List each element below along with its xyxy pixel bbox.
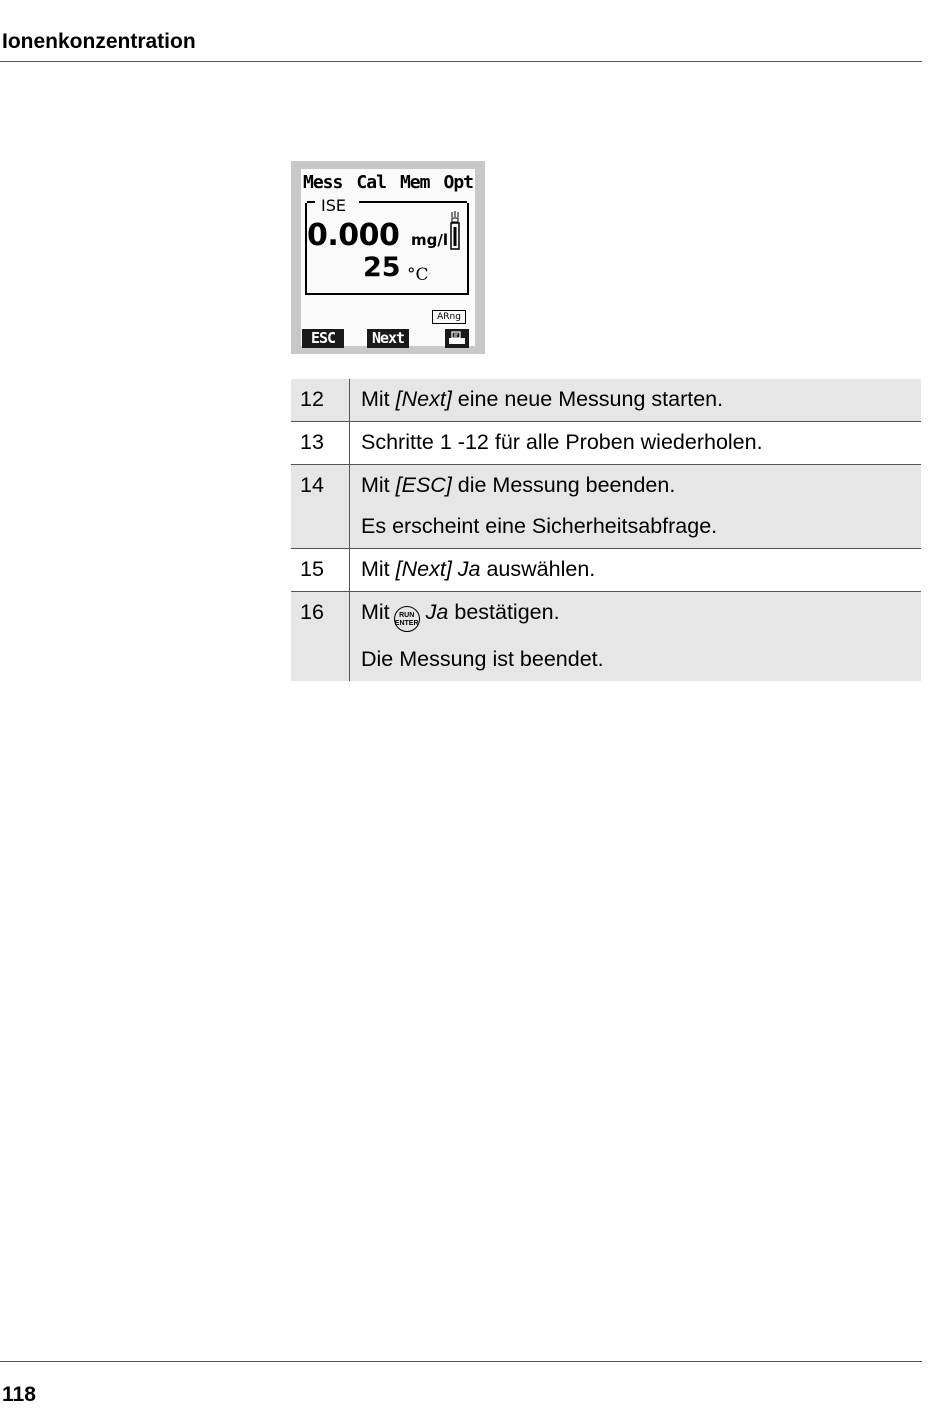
header-divider <box>0 61 922 62</box>
lcd-menu-opt: Opt <box>443 172 473 193</box>
lcd-autorange-indicator: ARng <box>432 310 466 324</box>
step-row <box>291 592 921 682</box>
step-result-text: Die Messung ist beendet. <box>361 647 604 671</box>
step-number: 15 <box>300 557 324 581</box>
step-row <box>291 422 921 465</box>
sensor-electrode-icon <box>449 211 461 251</box>
lcd-measured-value: 0.000 <box>307 218 400 253</box>
step-number: 12 <box>300 387 324 411</box>
page-number: 118 <box>2 1383 36 1406</box>
step-row <box>291 549 921 592</box>
step-text: Schritte 1 -12 für alle Proben wiederholen. <box>361 430 763 454</box>
device-display-image <box>291 161 485 354</box>
lcd-menu-bar <box>303 173 473 193</box>
lcd-mode-label: ISE <box>321 196 346 215</box>
print-icon <box>445 329 469 348</box>
lcd-temperature-unit: °C <box>407 265 429 285</box>
key-reference: [Next] <box>395 387 452 411</box>
step-text: Mit RUN ENTER Ja bestätigen. <box>361 599 921 632</box>
step-result-text: Es erscheint eine Sicherheitsabfrage. <box>361 514 718 538</box>
lcd-menu-mess: Mess <box>303 172 343 193</box>
lcd-temperature: 25 <box>363 252 401 283</box>
step-text: Mit [ESC] die Messung beenden. <box>361 473 676 497</box>
step-number: 16 <box>300 600 324 624</box>
option-reference: Ja <box>425 600 449 624</box>
step-number: 13 <box>300 430 324 454</box>
step-number: 14 <box>300 473 324 497</box>
key-reference: [ESC] <box>395 473 452 497</box>
step-row <box>291 465 921 549</box>
option-reference: Ja <box>457 557 481 581</box>
step-text: Mit [Next] Ja auswählen. <box>361 557 596 581</box>
run-enter-key-icon: RUN ENTER <box>394 606 420 632</box>
lcd-value-unit: mg/l <box>411 231 448 249</box>
page-header-title: Ionenkonzentration <box>2 30 196 53</box>
step-row <box>291 379 921 422</box>
footer-divider <box>0 1361 922 1362</box>
lcd-softkey-next: Next <box>367 329 409 348</box>
instruction-steps-table <box>291 379 921 681</box>
lcd-menu-mem: Mem <box>399 172 430 193</box>
lcd-menu-cal: Cal <box>356 172 386 193</box>
step-text: Mit [Next] eine neue Messung starten. <box>361 387 724 411</box>
lcd-softkey-esc: ESC <box>302 329 344 348</box>
lcd-screen <box>301 169 475 346</box>
key-reference: [Next] <box>395 557 452 581</box>
